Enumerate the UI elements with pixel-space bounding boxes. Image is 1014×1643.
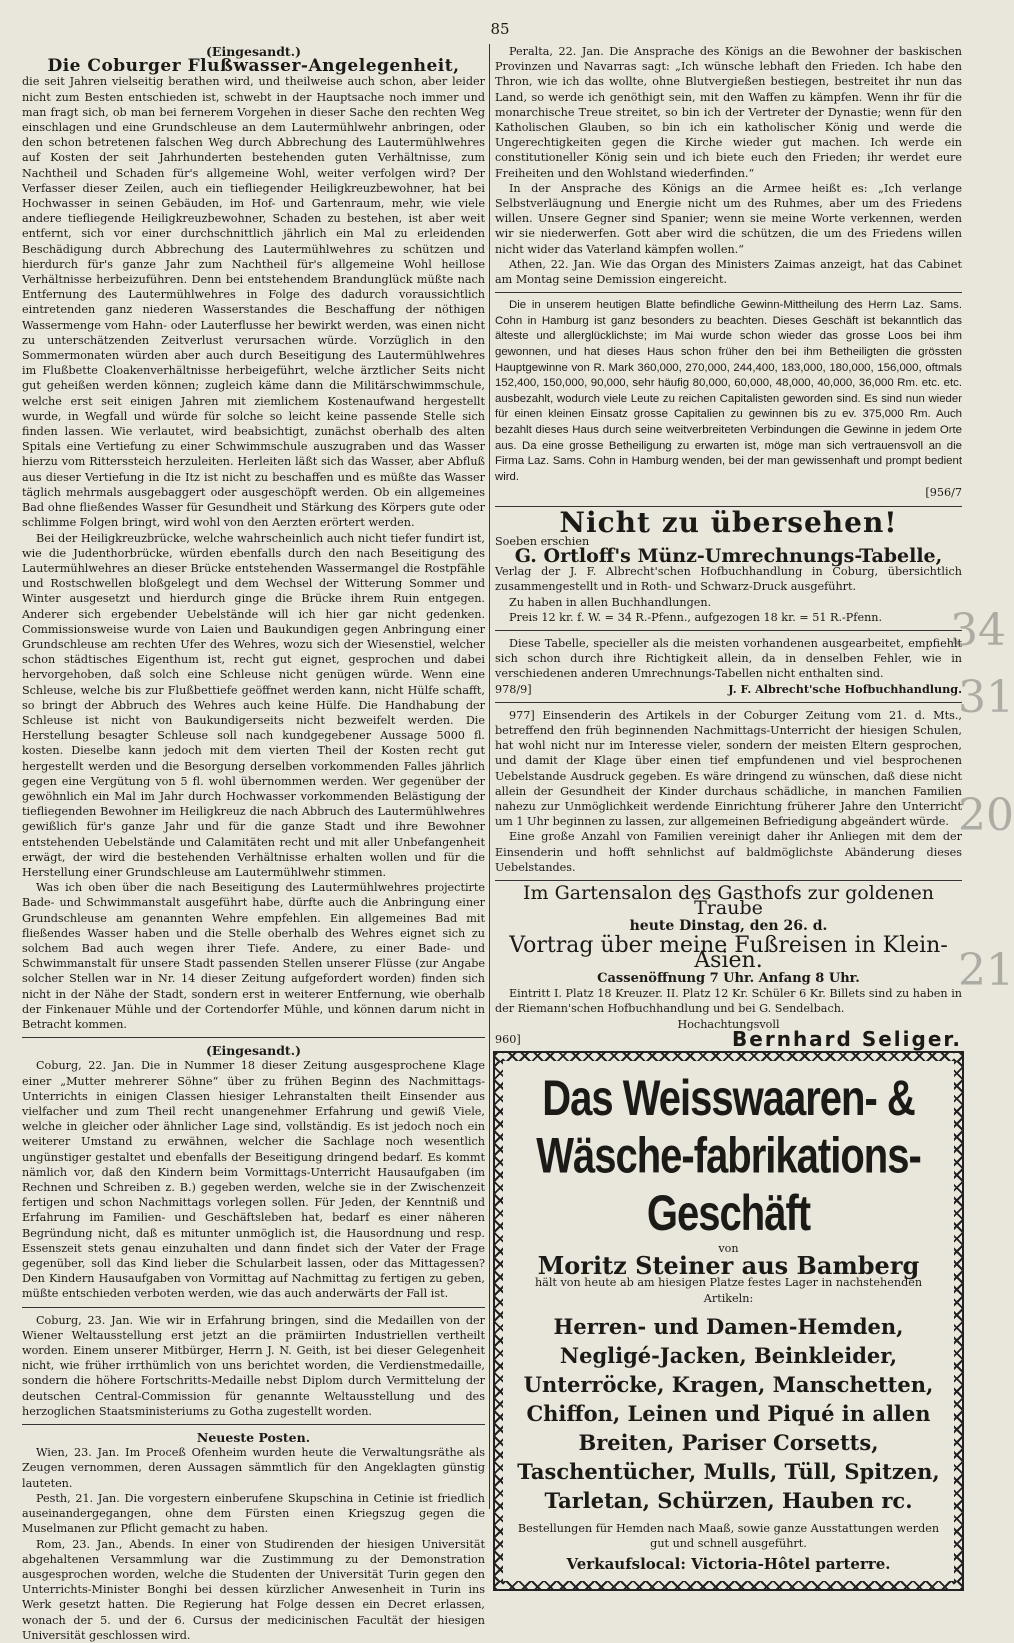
- news-item: Pesth, 21. Jan. Die vorgestern einberufene Skupschina in Cetinie ist friedlich auseinandergegangen, ohne dem Fürsten einen Kriegszug gegen die Muselmanen zur Pflicht gemacht zu haben.: [22, 1491, 485, 1536]
- ad-signature: Bernhard Seliger.: [732, 1026, 962, 1051]
- separator: [495, 292, 962, 293]
- ad-signature: J. F. Albrecht'sche Hofbuchhandlung.: [728, 681, 962, 696]
- lecture-ad: [495, 882, 962, 1051]
- ad-venue: Im Gartensalon des Gasthofs zur goldenen Traube: [523, 882, 934, 920]
- ad-footer: [495, 1026, 962, 1051]
- section-heading: Neueste Posten.: [196, 1430, 311, 1446]
- article-paragraph: Bei der Heiligkreuzbrücke, welche wahrscheinlich auch nicht tiefer fundirt ist, wie die Judenthorbrücke, würden ebenfalls durch den nach Beseitigung des Lautermühlwehres an dieser Brücke entstehenden Wassermangel die Rostpfähle und Rostschwellen bloßgelegt und dem Wechsel der Witterung Sommer und Winter ausgesetzt und hierdurch ginge die Brücke ihrem Ruin entgegen. Anderer sich ergebender Uebelstände will ich hier gar nicht gedenken. Commissionsweise wurde von Laien und Baukundigen gegen Anbringung einer Grundschleuse am rechten Ufer des Wehres, wozu sich der Wiesenstiel, welcher schon städtisches Eigenthum ist, recht gut eignet, gesprochen und dabei hervorgehoben, daß solch eine Schleuse nicht genügen würde. Wenn eine Schleuse, welche bis zur Flußbettiefe geöffnet werden kann, nicht Hülfe schafft, so bringt der Abbruch des Wehres auch keine Hülfe. Die Handhabung der Schleuse ist nicht von Baukundigerseits nicht bezweifelt werden. Die Herstellung besagter Schleuse soll nach kundgegebener Aussage 5000 fl. kosten. Dieselbe kann jedoch mit dem vierten Theil der Kosten recht gut hergestellt werden und die Besorgung derselben vorkommenden Falles jährlich gegen eine Vergütung von 5 fl. wohl übernommen werden. Wer gegenüber der gewöhnlich ein Mal im Jahr durch Hochwasser vorkommenden Belästigung der tiefliegenden Bewohner im Heiligkreuz die nach Abbruch des Lautermühlwehres gewißlich für's ganze Jahr und für die ganze Stadt und ihre Bewohner entstehenden Uebelstände und Calamitäten recht und mit aller Unbefangenheit erwägt, der wird die bestehenden Verhältnisse erhalten wollen und für die Herstellung einer Grundschleuse am Lautermühlwehr stimmen.: [22, 531, 485, 879]
- ad-headline: Nicht zu übersehen!: [559, 505, 898, 539]
- ad-line: Soeben erschien: [495, 534, 590, 548]
- news-item: Wien, 23. Jan. Im Proceß Ofenheim wurden heute die Verwaltungsräthe als Zeugen vernommen, deren Aussagen sämmtlich für den Angeklagten günstig lauteten.: [22, 1446, 485, 1490]
- separator: [22, 1037, 485, 1038]
- ad-line: von: [718, 1242, 739, 1256]
- article-paragraph: Was ich oben über die nach Beseitigung des Lautermühlwehres projectirte Bade- und Schwimmanstalt ausgeführt habe, dürfte auch die Anbringung einer Grundschleuse am genannten Wehre empfehlen. Ein allgemeines Bad mit fließendes Wasser haben und die Stelle oberhalb des Wehres eignet sich zu solchem Bad auch wegen ihrer Tiefe. Andere, zu einer Bade- und Schwimmanstalt für unsere Stadt passenden Stellen unserer Flüsse (zur Angabe solcher Stellen war in Nr. 14 dieser Zeitung aufgefordert worden) finden sich nicht in der Nähe der Stadt, sondern erst in weiterer Entfernung, wie oberhalb der Finkenauer Mühle und der Cortendorfer Mühle, und können darum nicht in Betracht kommen.: [22, 881, 485, 1031]
- article-paragraph: die seit Jahren vielseitig berathen wird, und theilweise auch schon, aber leider nicht zum Besten entschieden ist, schwebt in der Hauptsache noch immer und man fragt sich, ob man bei fernerem Vorgehen in dieser Sache den rechten Weg einschlagen und eine Grundschleuse an dem Lautermühlwehr anbringen, oder den schon betretenen falschen Weg durch Abbrechung des Lautermühlwehres auf Kosten der seit Jahrhunderten bestehenden guten Verhältnisse, zum Nachtheil und Schaden für's allgemeine Wohl, weiter verfolgen wird? Der Verfasser dieser Zeilen, auch ein tiefliegender Heiligkreuzbewohner, hat bei Hochwasser in seinen Gebäuden, im Hof- und Gartenraum, mehr, wie viele andere tiefliegende Heiligkreuzbewohner, Schaden zu bestehen, ist aber weit entfernt, sich vor einer durchschnittlich jährlich ein Mal zu erleidenden Beschädigung durch Abbrechung des Lautermühlwehres zu schützen und hierdurch für's ganze Jahr zum Nachtheil für's allgemeine Wohl heillose Verhältnisse herbeizuführen. Denn bei entstehendem Brandunglück müßte nach Entfernung des Lautermühlwehres in Folge des dadurch voraussichtlich eintretenden ganz niederen Wasserstandes die Beschaffung der nöthigen Wassermenge vom Hahn- oder Lauterflusse her bewirkt werden, was einen nicht zu unterschätzenden Zeitverlust verursachen würde. Vorzüglich in den Sommermonaten würden aber auch durch Beseitigung des Lautermühlwehres im Flußbette Cloakenverhältnisse herbeigeführt, welche ärztlicher Seits nicht gut geheißen werden können; zugleich käme dann die Militärschwimmschule, welche erst seit einigen Jahren mit ziemlichem Kostenaufwand hergestellt wurde, in Wegfall und würde für solche so leicht keine passende Stelle sich finden lassen. Wie verlautet, wird beabsichtigt, zunächst oberhalb des alten Spitals eine Vertiefung zu einer Schwimmschule auszugraben und das Wasser hierzu vom Ritterssteich herzuleiten. Herleiten läßt sich das Wasser, aber Abfluß aus dieser Vertiefung in die Itz ist nicht zu beschaffen und es müßte das Wasser täglich mehrmals ausgebaggert oder ausgeschöpft werden. Ob ein allgemeines Bad ohne fließendes Wasser für Gesundheit und Stärkung des Körpers gute oder schlimme Folgen bringt, wird wohl von den Aerzten erörtert werden.: [22, 75, 485, 530]
- notice-reference: [956/7: [925, 486, 962, 500]
- separator: [495, 702, 962, 703]
- column-divider: [489, 44, 490, 1509]
- news-item: Peralta, 22. Jan. Die Ansprache des Königs an die Bewohner der baskischen Provinzen und Navarras sagt: „Ich wünsche lebhaft den Frieden. Ich habe den Thron, wie ich das wollte, ohne Blutvergießen bestiegen, bestreitet ihr nun das Land, so werde ich genöthigt sein, mit den Waffen zu kämpfen. Wenn ihr für die monarchische Treue streitet, so bin ich der Vertreter der Dynastie; wenn für den Katholischen Glauben, so bin ich ein katholischer König und werde die Ungerechtigkeiten gegen die Kirche wieder gut machen. Ich werde ein constitutioneller König sein und ich biete euch den Frieden; ihr werdet eure Freiheiten und den Wohlstand wiederfinden.“: [495, 45, 962, 180]
- decorative-border-ad: [495, 1053, 962, 1588]
- news-item: Athen, 22. Jan. Wie das Organ des Ministers Zaimas anzeigt, hat das Cabinet am Montag seine Demission eingereicht.: [495, 257, 962, 287]
- page-number: 85: [490, 20, 510, 38]
- ad-line: Zu haben in allen Buchhandlungen.: [509, 595, 712, 609]
- ad-line: Eintritt I. Platz 18 Kreuzer. II. Platz 12 Kr. Schüler 6 Kr. Billets sind zu haben in der Riemann'schen Hofbuchhandlung und bei G. Sendelbach.: [495, 987, 962, 1016]
- ad-content: [503, 1061, 954, 1580]
- ad-date: heute Dinstag, den 26. d.: [629, 918, 828, 935]
- margin-mark: 20: [958, 790, 1014, 841]
- article-title: Die Coburger Flußwasser-Angelegenheit,: [47, 56, 460, 77]
- margin-mark: 31: [958, 672, 1014, 723]
- ad-line: Bestellungen für Hemden nach Maaß, sowie ganze Ausstattungen werden gut und schnell ausgeführt.: [517, 1521, 940, 1551]
- ad-location: Verkaufslocal: Victoria-Hôtel parterre.: [566, 1555, 891, 1574]
- ad-headline: Das Weisswaaren- & Wäsche-fabrikations-Geschäft: [536, 1071, 921, 1242]
- ad-footer: [495, 682, 962, 697]
- separator: [22, 1307, 485, 1308]
- ad-price: Preis 12 kr. f. W. = 34 R.-Pfenn., aufgezogen 18 kr. = 51 R.-Pfenn.: [509, 610, 883, 624]
- ad-reference: 978/9]: [495, 682, 532, 696]
- margin-mark: 34: [950, 605, 1006, 656]
- reader-letter: 977] Einsenderin des Artikels in der Coburger Zeitung vom 21. d. Mts., betreffend den früh beginnenden Nachmittags-Unterricht der hiesigen Schulen, hat wohl nicht nur im Interesse vieler, sondern der meisten Eltern gesprochen, und damit der Klage über einen tief empfundenen und viel besprochenen Uebelstande Ausdruck gegeben. Es wäre dringend zu wünschen, daß diese nicht allein der Gesundheit der Kinder durchaus schädliche, in manchen Familien nahezu zur Unmöglichkeit werdende Einrichtung früherer Jahre den Unterricht um 1 Uhr beginnen zu lassen, zur allgemeinen Befriedigung abgeändert würde.: [495, 708, 962, 829]
- ad-line: Hochachtungsvoll: [677, 1017, 780, 1031]
- lottery-notice: Die in unserem heutigen Blatte befindliche Gewinn-Mittheilung des Herrn Laz. Sams. Cohn in Hamburg ist ganz besonders zu beachten. Dieses Geschäft ist bekanntlich das älteste und allerglücklichste; im Mai wurde schon wieder das grosse Loos bei ihm gewonnen, und hat dieses Haus schon früher den bei ihm Betheiligten die grössten Hauptgewinne von R. Mark 360,000, 270,000, 244,400, 183,000, 180,000, 156,000, oftmals 152,400, 150,000, 90,000, sehr häufig 80,000, 60,000, 48,000, 40,000, 36,000 Rm. etc. etc. ausbezahlt, wodurch viele Leute zu reichen Capitalisten geworden sind. Es sind nun wieder für einen kleinen Einsatz grosse Capitalien zu gewinnen bis zu ev. 375,000 Rm. Auch bezahlt dieses Haus durch seine weitverbreiteten Verbindungen die Gewinne in jedem Orte aus. Da eine grosse Betheiligung zu erwarten ist, möge man sich vertrauensvoll an die Firma Laz. Sams. Cohn in Hamburg wenden, bei der man gewissenhaft und prompt bedient wird.: [495, 299, 962, 483]
- ad-line: Verlag der J. F. Albrecht'schen Hofbuchhandlung in Coburg, übersichtlich zusammengestellt und in Roth- und Schwarz-Druck ausgeführt.: [495, 565, 962, 594]
- right-column: [495, 44, 962, 1589]
- separator: [495, 630, 962, 631]
- news-item: Coburg, 22. Jan. Die in Nummer 18 dieser Zeitung ausgesprochene Klage einer „Mutter mehrerer Söhne“ über zu frühen Beginn des Nachmittags-Unterrichts in einigen Classen hiesiger Lehranstalten theilt Einsender aus vielfacher und zum Theil recht unangenehmer Erfahrung und gewiß Viele, welche in gleicher oder ähnlicher Lage sind, vollständig. Es ist jedoch noch ein weiterer Umstand zu erwähnen, welcher die Sachlage noch wesentlich ungünstiger gestaltet und ebenfalls der Beseitigung dringend bedarf. Es kommt nämlich vor, daß den Kindern beim Vormittags-Unterricht Hausaufgaben (im Rechnen und Schreiben z. B.) gegeben werden, welche sie in der Zwischenzeit fertigen und schon Nachmittags vorlegen sollen. Für Jeden, der Kenntniß und Erfahrung im Familien- und Geschäftsleben hat, bedarf es einer näheren Begründung nicht, daß es mitunter unmöglich ist, die Hausordnung und resp. Essenszeit stets genau einzuhalten und dann findet sich der Vater der Frage gegenüber, soll das Kind lieber die Schularbeit lassen, oder das Mittagessen? Den Kindern Hausaufgaben von Vormittag auf Nachmittag zu fertigen zu geben, müßte entschieden verboten werden, wie das auch anderwärts der Fall ist.: [22, 1059, 485, 1301]
- separator: [22, 1424, 485, 1425]
- ad-line: hält von heute ab am hiesigen Platze festes Lager in nachstehenden Artikeln:: [534, 1276, 923, 1305]
- book-ad: [495, 505, 962, 697]
- section-heading: (Eingesandt.): [206, 1043, 301, 1059]
- ad-times: Cassenöffnung 7 Uhr. Anfang 8 Uhr.: [597, 971, 860, 987]
- ad-reference: 960]: [495, 1032, 521, 1046]
- ad-line: Diese Tabelle, specieller als die meisten vorhandenen ausgearbeitet, empfiehlt sich schon durch ihre Richtigkeit allein, da in denselben Fehler, wie in verschiedenen anderen Umrechnungs-Tabellen nicht enthalten sind.: [495, 637, 962, 681]
- separator: [495, 880, 962, 881]
- section-heading: (Eingesandt.): [206, 44, 301, 59]
- reader-letter: Eine große Anzahl von Familien vereinigt daher ihr Anliegen mit dem der Einsenderin und hofft sehnlichst auf baldmöglichste Abänderung dieses Uebelstandes.: [495, 830, 962, 874]
- ad-merchant-name: Moritz Steiner aus Bamberg: [537, 1251, 920, 1281]
- left-column: [22, 44, 485, 1643]
- ad-lecture-title: Vortrag über meine Fußreisen in Klein-Asien.: [509, 932, 948, 973]
- margin-mark: 21: [958, 945, 1014, 996]
- ad-product-title: G. Ortloff's Münz-Umrechnungs-Tabelle,: [514, 544, 943, 567]
- news-item: Rom, 23. Jan., Abends. In einer von Studirenden der hiesigen Universität abgehaltenen Versammlung war die Zustimmung zu der Demonstration ausgesprochen worden, welche die Studenten der Universität Turin gegen den Unterrichts-Minister Bonghi bei dessen kürzlicher Anwesenheit in Turin ins Werk gesetzt hatten. Die Regierung hat Folge dessen ein Decret erlassen, wonach der 5. und der 6. Cursus der medicinischen Facultät der hiesigen Universität geschlossen wird.: [22, 1537, 485, 1642]
- ad-goods-list: Herren- und Damen-Hemden, Negligé-Jacken, Beinkleider, Unterröcke, Kragen, Manschetten, Chiffon, Leinen und Piqué in allen Breiten, Pariser Corsetts, Taschentücher, Mulls, Tüll, Spitzen, Tarletan, Schürzen, Hauben rc.: [517, 1313, 940, 1513]
- news-item: Coburg, 23. Jan. Wie wir in Erfahrung bringen, sind die Medaillen von der Wiener Weltausstellung erst jetzt an die prämiirten Industriellen vertheilt worden. Einem unserer Mitbürger, Herrn J. N. Geith, ist bei dieser Gelegenheit nicht, wie früher irrthümlich von uns berichtet worden, die Verdienstmedaille, sondern die höhere Fortschritts-Medaille nebst Diplom durch Vermittelung der deutschen Central-Commission für genannte Weltausstellung und des herzoglichen Staatsministeriums zu Gotha zugestellt worden.: [22, 1313, 485, 1418]
- news-item: In der Ansprache des Königs an die Armee heißt es: „Ich verlange Selbstverläugnung und Energie nicht um des Ruhmes, aber um des Friedens willen. Unsere Gegner sind Spanier; wenn sie meine Worte verkennen, werden wir sie niederwerfen. Gott aber wird die schützen, die um des Friedens willen nicht wider das Vaterland kämpfen wollen.“: [495, 181, 962, 256]
